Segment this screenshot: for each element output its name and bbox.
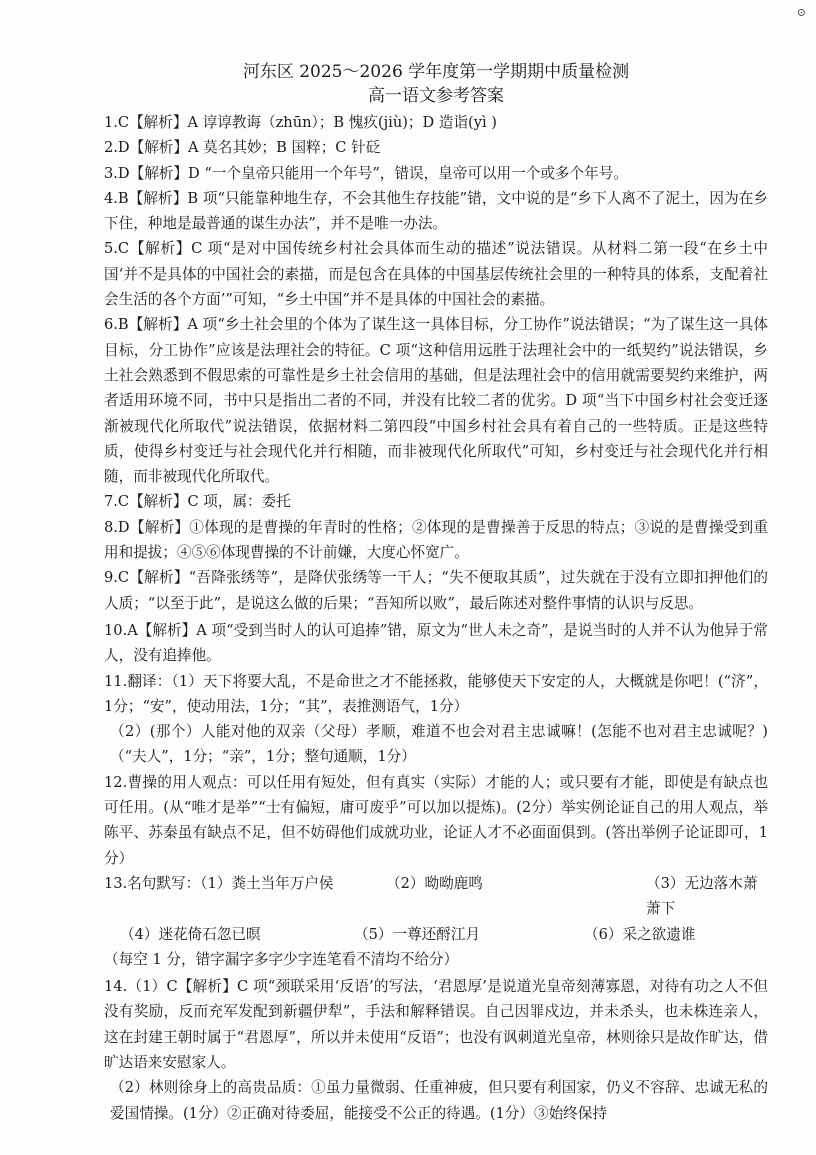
answer-14-part-2: （2）林则徐身上的高贵品质：①虽力量微弱、任重神疲，但只要有利国家，仍义不容辞、忠诚无私的爱国情操。(1分）②正确对待委屈，能接受不公正的待遇。(1分）③始终保持 bbox=[110, 1079, 768, 1122]
answer-6: 6.B【解析】A 项“乡土社会里的个体为了谋生这一具体目标，分工协作”说法错误；“为了谋生这一具体目标，分工协作”应该是法理社会的特征。C 项“这种信用远胜于法理社会中的一纸契约”说法错误，乡土社会熟悉到不假思索的可靠性是乡土社会信用的基础，但是法理社会中的信用就需要契约来维护，两者适用环境不同，书中只是指出二者的不同，并没有比较二者的优劣。D 项“当下中国乡村社会变迁逐渐被现代化所取代”说法错误，依据材料二第四段“中国乡村社会具有着自己的一些特质。正是这些特质，使得乡村变迁与社会现代化并行相随，而非被现代化所取代”可知，乡村变迁与社会现代化并行相随，而非被现代化所取代。 bbox=[104, 316, 768, 486]
answer-7: 7.C【解析】C 项，属：委托 bbox=[104, 493, 291, 511]
page-subtitle: 高一语文参考答案 bbox=[368, 86, 504, 106]
answer-4: 4.B【解析】B 项“只能靠种地生存，不会其他生存技能”错，文中说的是“乡下人离不了泥土，因为在乡下住，种地是最普通的谋生办法”，并不是唯一办法。 bbox=[104, 189, 768, 233]
answer-1: 1.C【解析】A 谆谆教诲（zhūn）；B 愧疚(jiù)；D 造诣(yì ) bbox=[104, 114, 497, 131]
corner-mark: ⊙ bbox=[796, 6, 806, 19]
answer-5: 5.C【解析】C 项“是对中国传统乡村社会具体而生动的描述”说法错误。从材料二第一段“在乡土中国‘并不是具体的中国社会的素描，而是包含在具体的中国基层传统社会里的一种特具的体系，支配着社会生活的各个方面’”可知，“乡土中国”并不是具体的中国社会的素描。 bbox=[104, 240, 768, 309]
answer-2: 2.D【解析】A 莫名其妙；B 国粹；C 针砭 bbox=[104, 139, 381, 157]
recitation-item: （3）无边落木萧萧下 bbox=[646, 874, 758, 918]
answer-11-part-1: 11.翻译：（1）天下将要大乱，不是命世之才不能拯救，能够使天下安定的人，大概就是你吧！(“济”，1分；“安”，使动用法，1分；“其”，表推测语气，1分） bbox=[104, 672, 768, 715]
recitation-item: （5）一尊还酹江月 bbox=[354, 925, 481, 943]
answer-3: 3.D【解析】D “一个皇帝只能用一个年号”，错误，皇帝可以用一个或多个年号。 bbox=[104, 164, 628, 182]
recitation-item: （1）粪土当年万户侯 bbox=[200, 874, 334, 892]
recitation-item: （4）迷花倚石忽已暝 bbox=[120, 925, 261, 943]
answer-10: 10.A【解析】A 项“受到当时人的认可追捧”错，原文为“世人未之奇”，是说当时的人并不认为他异于常人，没有追捧他。 bbox=[104, 621, 768, 665]
recitation-row-1 bbox=[104, 871, 768, 922]
answer-14-part-1: 14.（1）C【解析】C 项“颈联采用‘反语’的写法，‘君恩厚’是说道光皇帝刻薄寡恩，对待有功之人不但没有奖励，反而充军发配到新疆伊犁”，手法和解释错误。自己因罪戍边，并未杀头，也未株连亲人，这在封建王朝时属于“君恩厚”，所以并未使用“反语”；也没有讽刺道光皇帝，林则徐只是故作旷达，借旷达语来安慰家人。 bbox=[104, 978, 768, 1071]
recitation-note: （每空 1 分，错字漏字多字少字连笔看不清均不给分） bbox=[104, 950, 459, 968]
recitation-item: （6）采之欲遗谁 bbox=[584, 925, 696, 943]
answer-12: 12.曹操的用人观点：可以任用有短处，但有真实（实际）才能的人；或只要有才能，即使是有缺点也可任用。(从“唯才是举”“士有偏短，庸可废乎”可以加以提炼)。(2分）举实例论证自己的用人观点，举陈平、苏秦虽有缺点不足，但不妨碍他们成就功业，论证人才不必面面俱到。(答出举例子论证即可，1分） bbox=[104, 773, 768, 867]
answer-9: 9.C【解析】“吾降张绣等”，是降伏张绣等一干人；“失不便取其质”，过失就在于没有立即扣押他们的人质；“以至于此”，是说这么做的后果；“吾知所以败”，最后陈述对整件事情的认识与反思。 bbox=[104, 569, 768, 612]
page-title: 河东区 2025～2026 学年度第一学期期中质量检测 bbox=[242, 62, 630, 82]
recitation-item: （2）呦呦鹿鸣 bbox=[386, 874, 483, 892]
answer-8: 8.D【解析】①体现的是曹操的年青时的性格；②体现的是曹操善于反思的特点；③说的是曹操受到重用和提拔；④⑤⑥体现曹操的不计前嫌，大度心怀宽广。 bbox=[104, 518, 768, 562]
recitation-label: 13.名句默写： bbox=[104, 874, 201, 892]
answer-11-part-2: （2）(那个）人能对他的双亲（父母）孝顺，难道不也会对君主忠诚嘛！(怎能不也对君主忠诚呢？)（“夫人”，1分；“亲”，1分；整句通顺，1分） bbox=[110, 723, 768, 766]
recitation-row-2 bbox=[104, 922, 768, 947]
